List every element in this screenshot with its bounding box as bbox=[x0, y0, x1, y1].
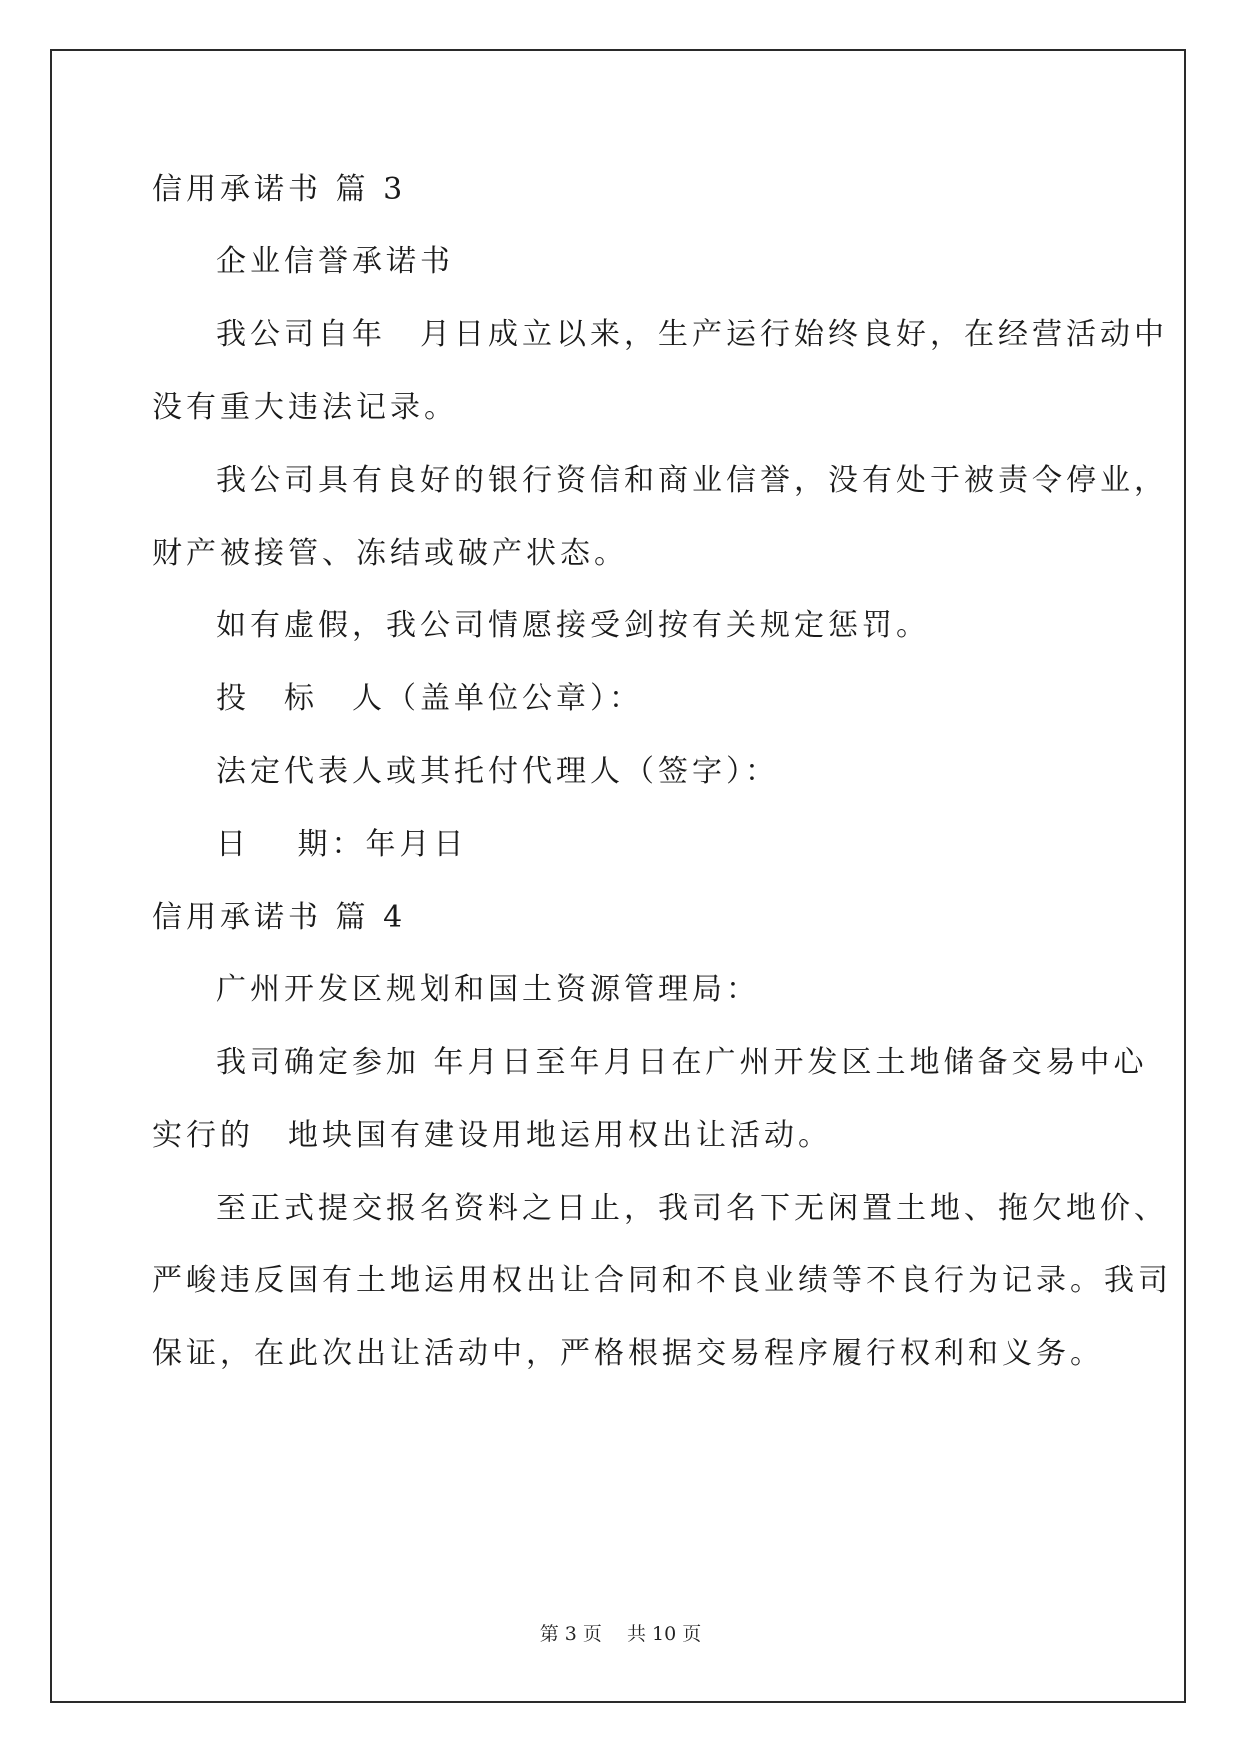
paragraph-line: 投 标 人（盖单位公章）： bbox=[216, 681, 643, 716]
paragraph-line: 广州开发区规划和国土资源管理局： bbox=[216, 972, 760, 1007]
paragraph-line: 如有虚假，我公司情愿接受剑按有关规定惩罚。 bbox=[216, 608, 930, 643]
section-heading: 信用承诺书 篇 3 bbox=[152, 172, 407, 207]
paragraph-line: 至正式提交报名资料之日止，我司名下无闲置土地、拖欠地价、 bbox=[216, 1191, 1168, 1226]
paragraph-line: 没有重大违法记录。 bbox=[152, 390, 458, 425]
paragraph-line: 日 期：年月日 bbox=[216, 827, 468, 862]
paragraph-line: 实行的 地块国有建设用地运用权出让活动。 bbox=[152, 1118, 832, 1153]
paragraph-line: 我公司自年 月日成立以来，生产运行始终良好，在经营活动中 bbox=[216, 317, 1168, 352]
paragraph-line: 法定代表人或其托付代理人（签字）： bbox=[216, 754, 779, 789]
paragraph-line: 财产被接管、冻结或破产状态。 bbox=[152, 536, 628, 571]
paragraph-line: 严峻违反国有土地运用权出让合同和不良业绩等不良行为记录。我司 bbox=[152, 1263, 1172, 1298]
page-border bbox=[50, 49, 1186, 1703]
paragraph-line: 我公司具有良好的银行资信和商业信誉，没有处于被责令停业， bbox=[216, 463, 1168, 498]
paragraph-line: 企业信誉承诺书 bbox=[216, 244, 454, 279]
section-heading: 信用承诺书 篇 4 bbox=[152, 900, 407, 935]
page-number: 第 3 页 共 10 页 bbox=[539, 1623, 702, 1645]
paragraph-line: 保证，在此次出让活动中，严格根据交易程序履行权利和义务。 bbox=[152, 1336, 1104, 1371]
paragraph-line: 我司确定参加 年月日至年月日在广州开发区土地储备交易中心 bbox=[216, 1045, 1148, 1080]
